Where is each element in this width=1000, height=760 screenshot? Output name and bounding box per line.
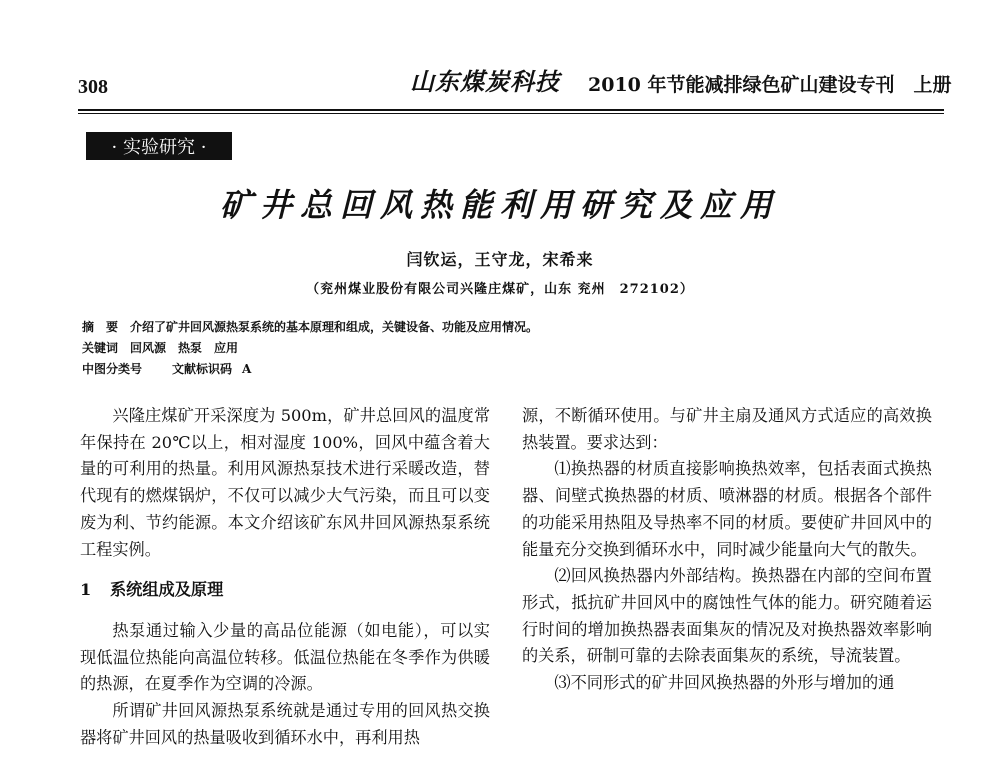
section-number: 1	[80, 580, 92, 600]
classification-line	[82, 360, 251, 377]
keywords-text: 回风源 热泵 应用	[130, 341, 239, 355]
header-rule	[78, 109, 944, 111]
doc-code-label: 文献标识码	[172, 362, 233, 376]
section-heading	[80, 577, 490, 604]
issue-title: 2010 年节能减排绿色矿山建设专刊 上册	[588, 74, 952, 96]
abstract-text: 介绍了矿井回风源热泵系统的基本原理和组成，关键设备、功能及应用情况。	[130, 320, 539, 334]
list-item: ⑵回风换热器内外部结构。换热器在内部的空间布置形式，抵抗矿井回风中的腐蚀性气体的能力。研究随着运行时间的增加换热器表面集灰的情况及对换热器效率影响的关系，研制可靠的去除表面集灰的系统，导流装置。	[522, 566, 932, 666]
abstract-label: 摘 要	[82, 320, 119, 334]
header-rule-thin	[78, 113, 944, 114]
journal-logo: 山东煤炭科技	[410, 67, 560, 96]
section-tag: · 实验研究 ·	[86, 132, 232, 160]
keywords-line	[82, 339, 238, 356]
doc-code: A	[242, 362, 252, 376]
list-item: ⑴换热器的材质直接影响换热效率，包括表面式换热器、间壁式换热器的材质、喷淋器的材质。根据各个部件的功能采用热阻及导热率不同的材质。要使矿井回风中的能量充分交换到循环水中，同时减少能量向大气的散失。	[522, 459, 932, 559]
page-number: 308	[78, 76, 108, 98]
article-title: 矿井总回风热能利用研究及应用	[219, 186, 780, 224]
paragraph: 所谓矿井回风源热泵系统就是通过专用的回风热交换器将矿井回风的热量吸收到循环水中，再利用热	[80, 701, 490, 747]
clc-label: 中图分类号	[82, 362, 143, 376]
intro-paragraph: 兴隆庄煤矿开采深度为 500m，矿井总回风的温度常年保持在 20℃以上，相对湿度 100%，回风中蕴含着大量的可利用的热量。利用风源热泵技术进行采暖改造，替代现有的燃煤锅炉，不仅可以减少大气污染，而且可以变废为利、节约能源。本文介绍该矿东风井回风源热泵系统工程实例。	[80, 406, 490, 559]
article-authors: 闫钦运，王守龙，宋希来	[406, 250, 594, 269]
list-item: ⑶不同形式的矿井回风换热器的外形与增加的通	[554, 673, 895, 693]
paragraph: 热泵通过输入少量的高品位能源（如电能），可以实现低温位热能向高温位转移。低温位热能在冬季作为供暖的热源，在夏季作为空调的冷源。	[80, 620, 490, 694]
right-column	[522, 403, 932, 697]
continued-paragraph: 源，不断循环使用。与矿井主扇及通风方式适应的高效换热装置。要求达到：	[522, 406, 932, 452]
left-column	[80, 403, 490, 751]
abstract-line	[82, 318, 538, 335]
article-affiliation: （兖州煤业股份有限公司兴隆庄煤矿，山东 兖州 272102）	[306, 282, 694, 297]
keywords-label: 关键词	[82, 341, 119, 355]
section-heading-text: 系统组成及原理	[110, 580, 224, 600]
